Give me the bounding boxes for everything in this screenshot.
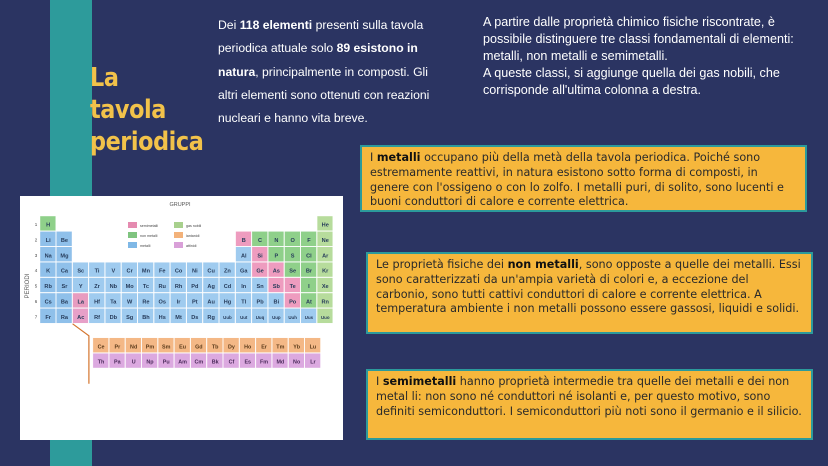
element-symbol: He [321, 222, 329, 229]
element-symbol: Rb [44, 284, 52, 291]
legend-swatch [174, 242, 183, 248]
actinide-symbol: Lr [310, 359, 316, 366]
element-symbol: In [241, 284, 247, 291]
element-symbol: W [127, 299, 133, 306]
element-symbol: Tl [241, 299, 247, 306]
period-number: 2 [34, 237, 38, 243]
f-block-connector [73, 324, 89, 384]
actinide-symbol: Pu [162, 359, 170, 366]
element-symbol: Zn [224, 268, 231, 275]
lanthanide-symbol: Yb [293, 344, 301, 351]
lanthanide-symbol: Nd [130, 344, 138, 351]
element-symbol: Uuo [320, 314, 330, 320]
element-symbol: Xe [321, 284, 329, 291]
element-symbol: Kr [322, 268, 329, 275]
element-symbol: La [77, 299, 85, 306]
legend-label: semimetalli [140, 224, 158, 228]
element-symbol: S [290, 253, 295, 260]
lanthanide-symbol: Ho [244, 344, 252, 351]
element-symbol: Sc [77, 268, 85, 275]
legend-label: lantanidi [186, 234, 200, 238]
lanthanide-symbol: Er [261, 344, 267, 351]
element-symbol: Y [78, 284, 83, 291]
element-symbol: Bh [142, 314, 150, 321]
legend-swatch [128, 222, 137, 228]
periodic-table-svg [20, 196, 343, 440]
element-symbol: Po [289, 299, 297, 306]
period-number: 1 [34, 222, 38, 228]
lanthanide-symbol: Tm [276, 344, 285, 351]
lanthanide-symbol: Lu [309, 344, 317, 351]
element-symbol: Si [257, 253, 263, 260]
element-symbol: Ca [60, 268, 69, 275]
element-symbol: Mn [141, 268, 150, 275]
lanthanide-symbol: Tb [211, 344, 219, 351]
element-symbol: Uuh [288, 314, 297, 320]
period-number: 7 [34, 314, 38, 320]
element-symbol: Te [289, 284, 296, 291]
element-symbol: Uuq [255, 314, 265, 320]
element-symbol: Fe [158, 268, 166, 275]
element-symbol: N [274, 237, 279, 244]
element-symbol: Uub [223, 314, 232, 320]
element-symbol: Cu [207, 268, 215, 275]
element-symbol: Ir [176, 299, 181, 306]
legend-label: non metalli [140, 234, 158, 238]
lanthanide-symbol: Gd [195, 344, 203, 351]
element-symbol: I [308, 284, 310, 291]
element-symbol: Pd [191, 284, 199, 291]
element-symbol: Hs [158, 314, 166, 321]
element-symbol: Se [289, 268, 297, 275]
element-symbol: F [307, 237, 311, 244]
element-symbol: Cr [126, 268, 133, 275]
element-symbol: Mg [60, 253, 69, 260]
element-symbol: Zr [94, 284, 100, 291]
element-symbol: Ds [191, 314, 199, 321]
element-symbol: Al [240, 253, 247, 260]
element-symbol: Cs [44, 299, 52, 306]
groups-label: GRUPPI [169, 202, 191, 208]
element-symbol: B [241, 237, 246, 244]
actinide-symbol: Md [276, 359, 285, 366]
legend-label: gas nobili [186, 224, 202, 228]
actinide-symbol: Cm [194, 359, 204, 366]
actinide-symbol: U [131, 359, 136, 366]
element-symbol: Ne [321, 237, 329, 244]
lanthanide-symbol: Pr [114, 344, 121, 351]
element-symbol: Hg [223, 299, 232, 306]
lanthanide-symbol: Pm [145, 344, 155, 351]
actinide-symbol: Am [178, 359, 187, 366]
element-symbol: Nb [109, 284, 118, 291]
legend-swatch [128, 242, 137, 248]
actinide-symbol: Bk [211, 359, 219, 366]
non-metalli-box: Le proprietà fisiche dei non metalli, sono opposte a quelle dei metalli. Essi sono caratterizzati da un'ampia varietà di colori e, a eccezione del carbonio, sono tutti cattivi conduttori di calore e corrente elettrica. A temperatura ambiente i non metalli possono essere gassosi, liquidi e solidi. [366, 252, 813, 334]
element-symbol: Ba [60, 299, 69, 306]
element-symbol: Ra [60, 314, 69, 321]
metalli-box: I metalli occupano più della metà della tavola periodica. Poiché sono estremamente reattivi, in natura esistono sotto forma di composti, in genere con l'ossigeno o con lo zolfo. I metalli puri, di solito, sono lucenti e buoni conduttori di calore e corrente elettrica. [360, 145, 807, 212]
element-symbol: Cd [223, 284, 232, 291]
element-symbol: Fr [45, 314, 51, 321]
actinide-symbol: Th [97, 359, 105, 366]
element-symbol: Mt [175, 314, 182, 321]
period-number: 3 [34, 252, 38, 258]
element-symbol: Ru [158, 284, 166, 291]
element-symbol: K [46, 268, 51, 275]
element-symbol: Uus [304, 314, 314, 320]
element-symbol: Os [158, 299, 166, 306]
element-symbol: Ge [256, 268, 264, 275]
element-symbol: Br [305, 268, 313, 275]
legend-swatch [128, 232, 137, 238]
element-symbol: H [46, 222, 51, 229]
element-symbol: Ga [240, 268, 248, 275]
period-number: 4 [34, 268, 38, 274]
element-symbol: Re [142, 299, 150, 306]
element-symbol: Tc [142, 284, 150, 291]
element-symbol: Mo [125, 284, 134, 291]
actinide-symbol: Es [244, 359, 252, 366]
element-symbol: Pt [192, 299, 198, 306]
element-symbol: Ni [192, 268, 198, 275]
element-symbol: As [272, 268, 280, 275]
element-symbol: Co [174, 268, 183, 275]
element-symbol: Rg [207, 314, 215, 321]
actinide-symbol: No [293, 359, 301, 366]
intro-paragraph: Dei 118 elementi presenti sulla tavola periodica attuale solo 89 esistono in natura, principalmente in composti. Gli altri elementi sono ottenuti con reazioni nucleari e hanno vita breve. [218, 18, 430, 126]
element-symbol: Cl [306, 253, 312, 260]
element-symbol: Sg [126, 314, 134, 321]
element-symbol: Ar [322, 253, 329, 260]
element-symbol: Sb [272, 284, 280, 291]
period-number: 5 [34, 283, 38, 289]
legend-swatch [174, 232, 183, 238]
legend-label: metalli [140, 244, 151, 248]
semimetalli-box: I semimetalli hanno proprietà intermedie tra quelle dei metalli e dei non metal li: non sono né conduttori né isolanti e, per questo motivo, sono definiti semiconduttori. I semiconduttori più noti sono il germanio e il silicio. [366, 369, 813, 440]
actinide-symbol: Np [146, 359, 154, 366]
element-symbol: Ti [94, 268, 100, 275]
classes-paragraph: A partire dalle proprietà chimico fisiche riscontrate, è possibile distinguere tre classi fondamentali di elementi: metalli, non metalli e semimetalli. A queste classi, si aggiunge quella dei gas nobili, che corrisponde all'ultima colonna a destra. [483, 15, 794, 97]
legend-label: attinidi [186, 244, 197, 248]
lanthanide-symbol: Eu [179, 344, 186, 351]
element-symbol: Rh [174, 284, 183, 291]
element-symbol: Na [44, 253, 52, 260]
element-symbol: Pb [256, 299, 264, 306]
element-symbol: Li [45, 237, 51, 244]
element-symbol: Rn [321, 299, 329, 306]
element-symbol: C [258, 237, 263, 244]
element-symbol: Rf [94, 314, 101, 321]
element-symbol: P [274, 253, 279, 260]
element-symbol: V [111, 268, 116, 275]
element-symbol: Be [60, 237, 69, 244]
element-symbol: O [290, 237, 295, 244]
lanthanide-symbol: Ce [97, 344, 105, 351]
period-number: 6 [34, 299, 38, 305]
element-symbol: At [305, 299, 312, 306]
legend-swatch [174, 222, 183, 228]
element-symbol: Uut [240, 314, 248, 320]
element-symbol: Ac [77, 314, 85, 321]
element-symbol: Ta [110, 299, 117, 306]
periods-label: PERIODI [25, 273, 31, 299]
actinide-symbol: Cf [228, 359, 235, 366]
lanthanide-symbol: Sm [162, 344, 171, 351]
element-symbol: Hf [94, 299, 101, 306]
actinide-symbol: Fm [260, 359, 269, 366]
actinide-symbol: Pa [114, 359, 121, 366]
element-symbol: Db [109, 314, 118, 321]
element-symbol: Au [207, 299, 215, 306]
page-title: La tavola periodica [90, 63, 204, 157]
element-symbol: Uup [272, 314, 281, 320]
lanthanide-symbol: Dy [227, 344, 235, 351]
element-symbol: Sr [61, 284, 68, 291]
element-symbol: Sn [256, 284, 264, 291]
periodic-table-image [20, 196, 343, 440]
element-symbol: Ag [207, 284, 215, 291]
element-symbol: Bi [273, 299, 280, 306]
